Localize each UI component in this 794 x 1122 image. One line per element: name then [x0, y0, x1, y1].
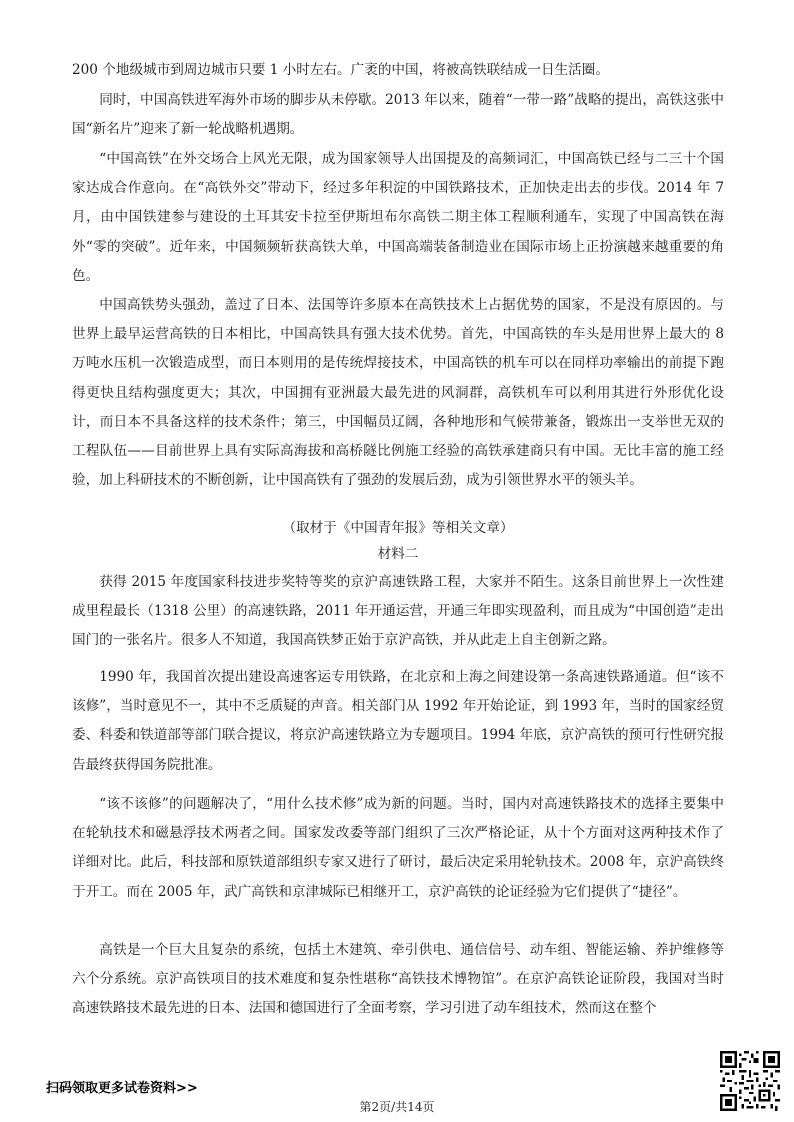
scan-prompt-link[interactable]: 扫码领取更多试卷资料>>	[46, 1081, 198, 1096]
paragraph-continuation: 200 个地级城市到周边城市只要 1 小时左右。广袤的中国，将被高铁联结成一日生活圈。	[72, 62, 609, 78]
paragraph-high-speed-rail-overseas: 同时，中国高铁进军海外市场的脚步从未停歇。2013 年以来，随着“一带一路”战略的提出，高铁这张中国“新名片”迎来了新一轮战略机遇期。	[72, 92, 724, 138]
source-note: （取材于《中国青年报》等相关文章）	[282, 520, 514, 536]
material-two-heading: 材料二	[377, 546, 419, 562]
paragraph-technology-choice: “该不该修”的问题解决了，“用什么技术修”成为新的问题。当时，国内对高速铁路技术的选择主要集中在轮轨技术和磁悬浮技术两者之间。国家发改委等部门组织了三次严格论证，从十个方面对这两种技术作了详细对比。此后，科技部和原铁道部组织专家又进行了研讨，最后决定采用轮轨技术。2008 年，京沪高铁终于开工。而在 2005 年，武广高铁和京津城际已相继开工，京沪高铁的论证经验为它们提供了“捷径”。	[72, 796, 724, 900]
paragraph-beijing-shanghai-railway: 获得 2015 年度国家科技进步奖特等奖的京沪高速铁路工程，大家并不陌生。这条目前世界上一次性建成里程最长（1318 公里）的高速铁路，2011 年开通运营，开通三年即实现盈利，而且成为“中国创造”走出国门的一张名片。很多人不知道，我国高铁梦正始于京沪高铁，并从此走上自主创新之路。	[72, 574, 724, 649]
paragraph-complex-system: 高铁是一个巨大且复杂的系统，包括土木建筑、牵引供电、通信信号、动车组、智能运输、养护维修等六个分系统。京沪高铁项目的技术难度和复杂性堪称“高铁技术博物馆”。在京沪高铁论证阶段，我国对当时高速铁路技术最先进的日本、法国和德国进行了全面考察，学习引进了动车组技术，然而这在整个	[72, 942, 724, 1017]
paragraph-rail-diplomacy: “中国高铁”在外交场合上风光无限，成为国家领导人出国提及的高频词汇，中国高铁已经与二三十个国家达成合作意向。在“高铁外交”带动下，经过多年积淀的中国铁路技术，正加快走出去的步伐。2014 年 7 月，由中国铁建参与建设的土耳其安卡拉至伊斯坦布尔高铁二期主体工程顺利通车，实现了中国高铁在海外“零的突破”。近年来，中国频频斩获高铁大单，中国高端装备制造业在国际市场上正扮演越来越重要的角色。	[72, 151, 724, 284]
paragraph-1990-proposal: 1990 年，我国首次提出建设高速客运专用铁路，在北京和上海之间建设第一条高速铁路通道。但“该不该修”，当时意见不一，其中不乏质疑的声音。相关部门从 1992 年开始论证，到 1993 年，当时的国家经贸委、科委和铁道部等部门联合提议，将京沪高速铁路立为专题项目。1994 年底，京沪高铁的预可行性研究报告最终获得国务院批准。	[72, 669, 724, 773]
page-number: 第2页/共14页	[359, 1100, 435, 1114]
paragraph-technical-advantages: 中国高铁势头强劲，盖过了日本、法国等许多原本在高铁技术上占据优势的国家，不是没有原因的。与世界上最早运营高铁的日本相比，中国高铁具有强大技术优势。首先，中国高铁的车头是用世界上最大的 8 万吨水压机一次锻造成型，而日本则用的是传统焊接技术，中国高铁的机车可以在同样功率输出的前提下跑得更快且结构强度更大；其次，中国拥有亚洲最大最先进的风洞群，高铁机车可以利用其进行外形优化设计，而日本不具备这样的技术条件；第三，中国幅员辽阔，各种地形和气候带兼备，锻炼出一支举世无双的工程队伍——目前世界上具有实际高海拔和高桥隧比例施工经验的高铁承建商只有中国。无比丰富的施工经验，加上科研技术的不断创新，让中国高铁有了强劲的发展后劲，成为引领世界水平的领头羊。	[72, 297, 724, 489]
